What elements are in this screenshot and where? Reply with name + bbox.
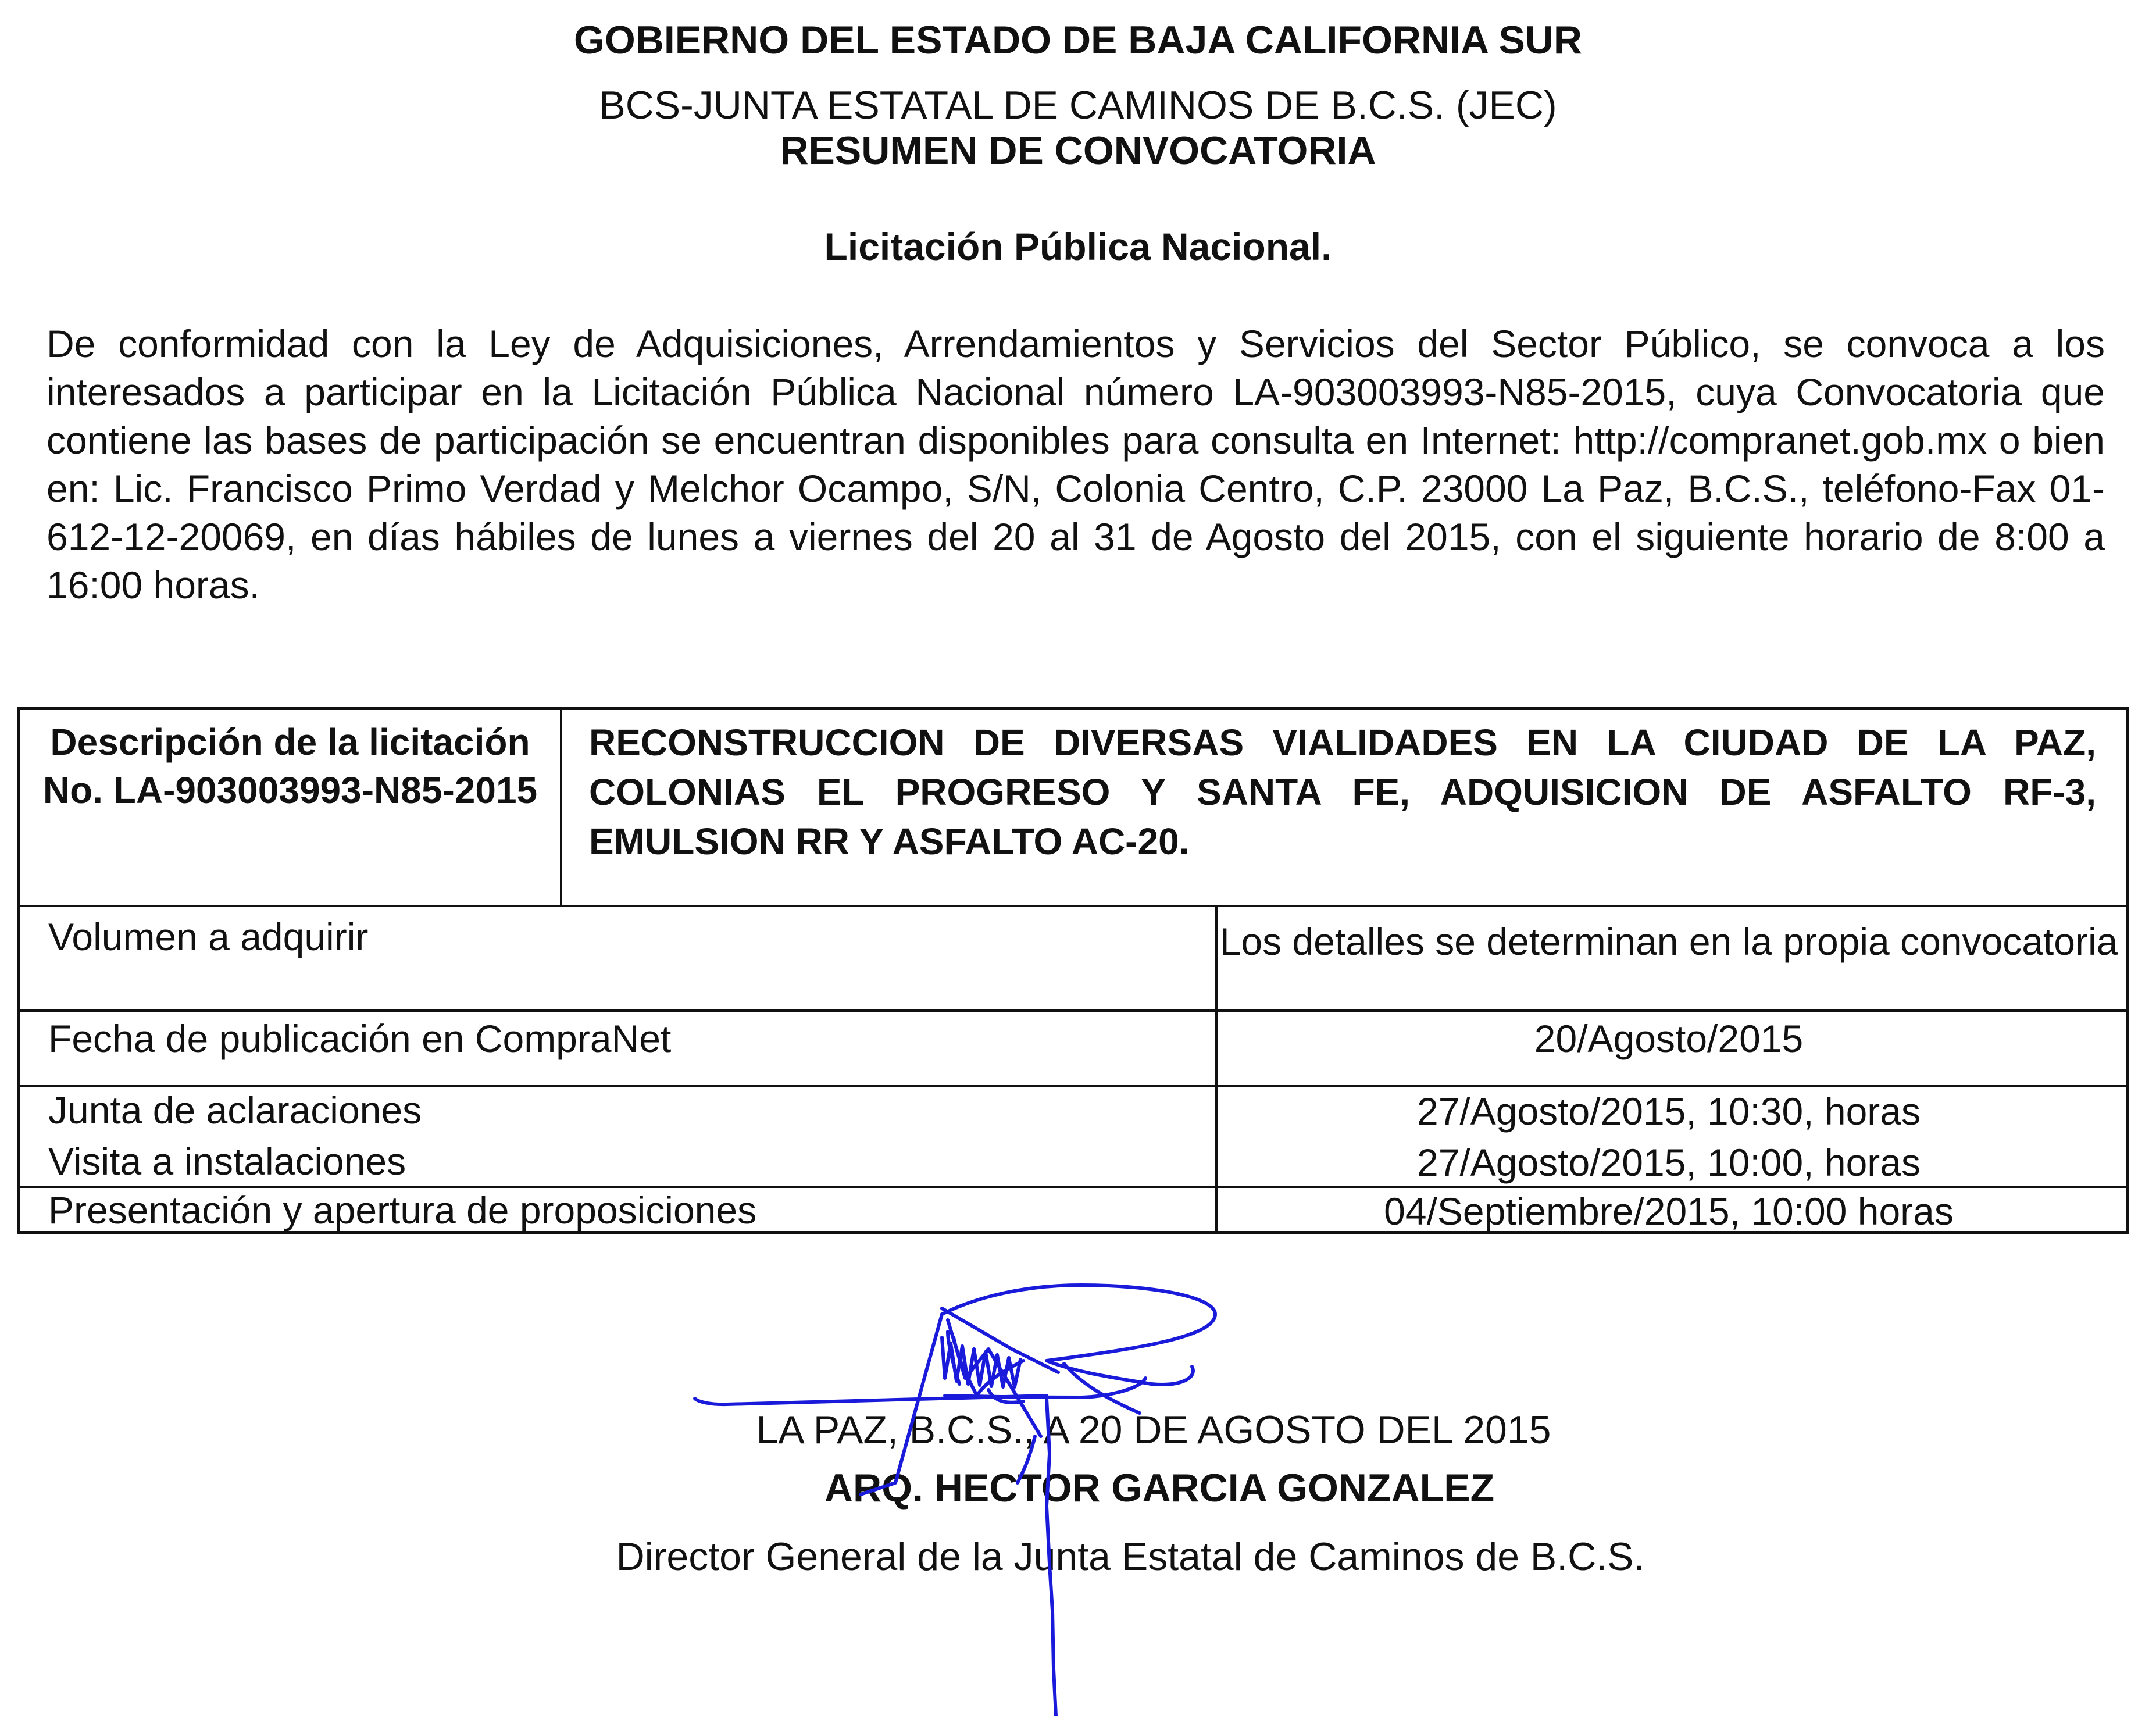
table-divider [20, 1009, 2126, 1012]
row-value-junta: 27/Agosto/2015, 10:30, horas [1417, 1090, 1921, 1133]
row-label-volumen: Volumen a adquirir [48, 915, 369, 958]
row-label-visita: Visita a instalaciones [48, 1140, 406, 1183]
tender-details-table [17, 707, 2129, 1234]
row-value-visita: 27/Agosto/2015, 10:00, horas [1417, 1141, 1921, 1184]
row-label-publicacion: Fecha de publicación en CompraNet [48, 1017, 672, 1060]
signer-title: Director General de la Junta Estatal de Caminos de B.C.S. [616, 1535, 1645, 1579]
row-label-presentacion: Presentación y apertura de proposiciones [48, 1189, 757, 1232]
intro-paragraph: De conformidad con la Ley de Adquisiciones, Arrendamientos y Servicios del Sector Público, se convoca a los interesados a participar en la Licitación Pública Nacional número LA-903003993-N85-2015, cuya Convocatoria que contiene las bases de participación se encuentran disponibles para consulta en Internet: http://compranet.gob.mx o bien en: Lic. Francisco Primo Verdad y Melchor Ocampo, S/N, Colonia Centro, C.P. 23000 La Paz, B.C.S., teléfono-Fax 01-612-12-20069, en días hábiles de lunes a viernes del 20 al 31 de Agosto del 2015, con el siguiente horario de 8:00 a 16:00 horas. [47, 322, 2105, 607]
table-divider [20, 905, 2126, 907]
row-label-junta: Junta de aclaraciones [48, 1089, 422, 1132]
row-value-publicacion: 20/Agosto/2015 [1534, 1017, 1804, 1060]
row-value-presentacion: 04/Septiembre/2015, 10:00 horas [1384, 1190, 1954, 1233]
tender-type-heading: Licitación Pública Nacional. [824, 225, 1332, 268]
table-divider [560, 710, 562, 905]
handwritten-signature [640, 1262, 1279, 1716]
signer-name: ARQ. HECTOR GARCIA GONZALEZ [824, 1466, 1495, 1510]
description-value: RECONSTRUCCION DE DIVERSAS VIALIDADES EN LA CIUDAD DE LA PAZ, COLONIAS EL PROGRESO Y SANTA FE, ADQUISICION DE ASFALTO RF-3, EMULSION RR Y ASFALTO AC-20. [589, 722, 2096, 862]
place-date: LA PAZ, B.C.S., A 20 DE AGOSTO DEL 2015 [756, 1408, 1551, 1452]
row-value-volumen: Los detalles se determinan en la propia convocatoria [1219, 920, 2118, 963]
document-title: RESUMEN DE CONVOCATORIA [780, 129, 1376, 173]
agency-title: BCS-JUNTA ESTATAL DE CAMINOS DE B.C.S. (JEC) [599, 83, 1557, 127]
government-title: GOBIERNO DEL ESTADO DE BAJA CALIFORNIA SUR [573, 18, 1583, 62]
description-label: Descripción de la licitación No. LA-903003993-N85-2015 [42, 721, 538, 811]
signature-strokes [695, 1285, 1215, 1716]
